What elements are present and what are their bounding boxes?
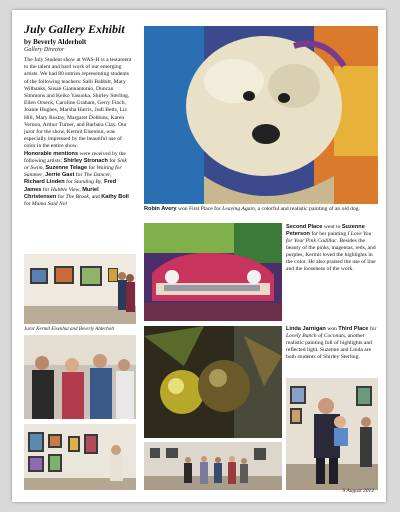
hm-text: were received by the following artists: (24, 150, 126, 164)
dog-painting-illustration (144, 26, 378, 204)
photo-second-place-cadillac (144, 223, 282, 321)
photo-first-place-dog (144, 26, 378, 204)
honorable-mention-item (44, 172, 112, 178)
photo-woman-with-child (286, 378, 378, 490)
caption-third-place: Linda Jarnigan won Third Place for Lovely Bunch of Coconuts, another realistic painting full of highlights and reflected light. Suzenne and Linda are both students of Shirley Sterling. (286, 326, 377, 360)
hm-separator: , (42, 172, 44, 179)
newsletter-page (12, 10, 386, 502)
hm-pre: for (41, 186, 51, 193)
photo-reception-group (24, 335, 136, 419)
hm-work: Hubble View (50, 186, 80, 193)
hm-artist: Muriel Christensen (24, 186, 99, 200)
hm-separator: , (79, 186, 81, 193)
intro-text: The July Student show at WAS-H is a testament to the talent and hard work of our emerging artists. We had 80 entries representing students of the following teachers: Salli Babbitt, Mary Wilbanks, Susan Giannantonio, Duncan Simmons and Keiko Yasuoka, Shirley Sterling, Ellen Orseck, Caroline Graham, Gerry Finch, Joanie Hughes, Marsha Harris, Judi Betts, Liz Hill, Mary Rustay, Margaret Dobbins, Karen Vernon, Arthur Turner, and Barbara Clay. Our juror for the show, Kermit Eisenhut, was especially impressed by the beautiful use of color in the entire show. (24, 57, 132, 150)
gallery-wall-visitor-illustration (24, 424, 136, 490)
photo-juror-and-director (24, 254, 136, 324)
article-title: July Gallery Exhibit (24, 22, 125, 36)
hm-pre: for (74, 172, 84, 179)
hm-work: The Dancer (83, 172, 111, 179)
hm-separator: , (101, 179, 103, 186)
photo-third-place-coconuts (144, 326, 282, 438)
hm-work: Mama Said No! (31, 201, 68, 208)
caption-second-place: Second Place went to Suzenne Peterson for her painting I Love You for Your Pink Cadillac. Besides the beauty of the pinks, magentas, reds, and purples, Kermit loved the highlights in the color. He also praised the use of line and the looseness of the work. (286, 224, 376, 272)
honorable-mention-item (24, 179, 103, 185)
hm-pre: for (87, 165, 97, 172)
coconuts-painting-illustration (144, 326, 282, 438)
woman-child-illustration (286, 378, 378, 490)
hm-work: The Brook (65, 193, 89, 200)
hm-separator: , (110, 172, 112, 179)
hm-pre: for (56, 193, 66, 200)
hm-work: Waiting for Summer (24, 165, 122, 179)
issue-date: 9 August 2012 (342, 488, 374, 494)
intro-paragraph (24, 57, 132, 208)
author-byline: by Beverly Alderholt (24, 38, 87, 46)
gallery-wall-illustration (24, 254, 136, 324)
caption-first-place: Robin Avery won First Place for Leaving Again, a colorful and realistic painting of an old dog. (144, 206, 360, 212)
hm-label: Honorable mentions (24, 150, 79, 157)
hm-artist: Kathy Boll (101, 193, 129, 200)
hm-artist: Richard Linden (24, 179, 65, 186)
hm-pre: for (24, 201, 32, 208)
hm-pre: for (64, 179, 75, 186)
reception-illustration (24, 335, 136, 419)
gallery-crowd-illustration (144, 442, 282, 490)
hm-list (24, 158, 129, 207)
cadillac-painting-illustration (144, 223, 282, 321)
photo-gallery-wall (24, 424, 136, 490)
hm-artist: Suzenne Telage (45, 165, 88, 172)
hm-work: Standing By (74, 179, 102, 186)
hm-work: Sink or Swim (24, 157, 127, 172)
photo-gallery-crowd (144, 442, 282, 490)
hm-artist: Jerrie Gast (45, 172, 75, 179)
hm-separator: , (42, 165, 44, 172)
hm-separator: , and (88, 193, 100, 200)
author-role: Gallery Director (24, 47, 65, 53)
hm-pre: for (107, 157, 118, 164)
caption-juror: Juror Kermit Eisenhut and Beverly Alderholt (24, 327, 115, 332)
hm-artist: Fred James (24, 179, 117, 193)
hm-artist: Shirley Stronach (63, 157, 108, 164)
